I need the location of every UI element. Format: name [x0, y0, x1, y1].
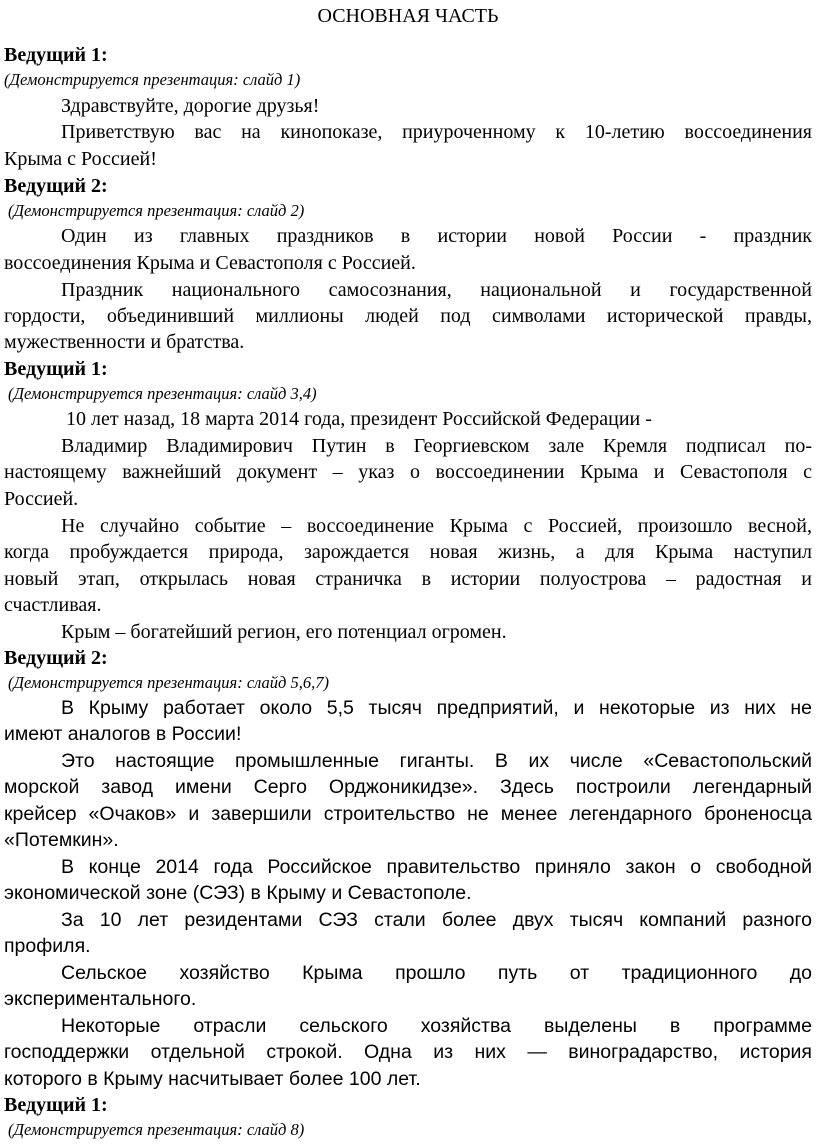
text-line: «Потемкин». — [4, 829, 119, 851]
text-line: имеют аналогов в России! — [4, 723, 242, 745]
text-line: Праздник национального самосознания, национальной и государственной — [61, 279, 812, 301]
text-line: гордости, объединивший миллионы людей под символами исторической правды, — [4, 305, 812, 327]
speaker-label: Ведущий 2: — [4, 647, 108, 669]
text-line: Не случайно событие – воссоединение Крыма с Россией, произошло весной, — [61, 515, 812, 537]
speaker-label: Ведущий 2: — [4, 175, 108, 197]
text-line: господдержки отдельной строкой. Одна из них — виноградарство, история — [4, 1041, 812, 1063]
slide-caption: (Демонстрируется презентация: слайд 1) — [4, 70, 301, 89]
text-line: экспериментального. — [4, 988, 197, 1010]
speaker-label: Ведущий 1: — [4, 44, 108, 66]
slide-caption: (Демонстрируется презентация: слайд 3,4) — [8, 384, 317, 403]
text-line: Некоторые отрасли сельского хозяйства выделены в программе — [61, 1015, 812, 1037]
text-line: воссоединения Крыма и Севастополя с Россией. — [4, 252, 416, 274]
text-line: которого в Крыму насчитывает более 100 лет. — [4, 1068, 421, 1090]
text-line: Это настоящие промышленные гиганты. В их числе «Севастопольский — [61, 750, 812, 772]
speaker-label: Ведущий 1: — [4, 358, 108, 380]
text-line: крейсер «Очаков» и завершили строительство не менее легендарного броненосца — [4, 803, 812, 825]
text-line: когда пробуждается природа, зарождается новая жизнь, а для Крыма наступил — [4, 541, 812, 563]
text-line: Крыма с Россией! — [4, 148, 157, 170]
text-line: Здравствуйте, дорогие друзья! — [61, 95, 320, 117]
text-line: Сельское хозяйство Крыма прошло путь от традиционного до — [61, 962, 812, 984]
text-line: Крым – богатейший регион, его потенциал огромен. — [61, 621, 507, 643]
text-line: мужественности и братства. — [4, 331, 245, 353]
slide-caption: (Демонстрируется презентация: слайд 5,6,7) — [8, 673, 330, 692]
slide-caption: (Демонстрируется презентация: слайд 8) — [8, 1120, 305, 1139]
text-line: 10 лет назад, 18 марта 2014 года, президент Российской Федерации - — [66, 408, 652, 430]
text-line: настоящему важнейший документ – указ о воссоединении Крыма и Севастополя с — [4, 461, 812, 483]
slide-caption: (Демонстрируется презентация: слайд 2) — [8, 201, 305, 220]
text-line: экономической зоне (СЭЗ) в Крыму и Севастополе. — [4, 882, 472, 904]
text-line: В Крыму работает около 5,5 тысяч предприятий, и некоторые из них не — [61, 697, 812, 719]
text-line: профиля. — [4, 935, 91, 957]
speaker-label: Ведущий 1: — [4, 1094, 108, 1116]
text-line: Владимир Владимирович Путин в Георгиевском зале Кремля подписал по- — [61, 435, 812, 457]
text-line: новый этап, открылась новая страничка в истории полуострова – радостная и — [4, 568, 812, 590]
text-line: морской завод имени Серго Орджоникидзе». Здесь построили легендарный — [4, 776, 812, 798]
section-heading: ОСНОВНАЯ ЧАСТЬ — [317, 5, 499, 27]
text-line: За 10 лет резидентами СЭЗ стали более двух тысяч компаний разного — [61, 909, 812, 931]
text-line: В конце 2014 года Российское правительство приняло закон о свободной — [61, 856, 812, 878]
text-line: счастливая. — [4, 594, 102, 616]
text-line: Один из главных праздников в истории новой России - праздник — [61, 225, 812, 247]
text-line: Россией. — [4, 488, 79, 510]
text-line: Приветствую вас на кинопоказе, приуроченному к 10-летию воссоединения — [61, 121, 812, 143]
